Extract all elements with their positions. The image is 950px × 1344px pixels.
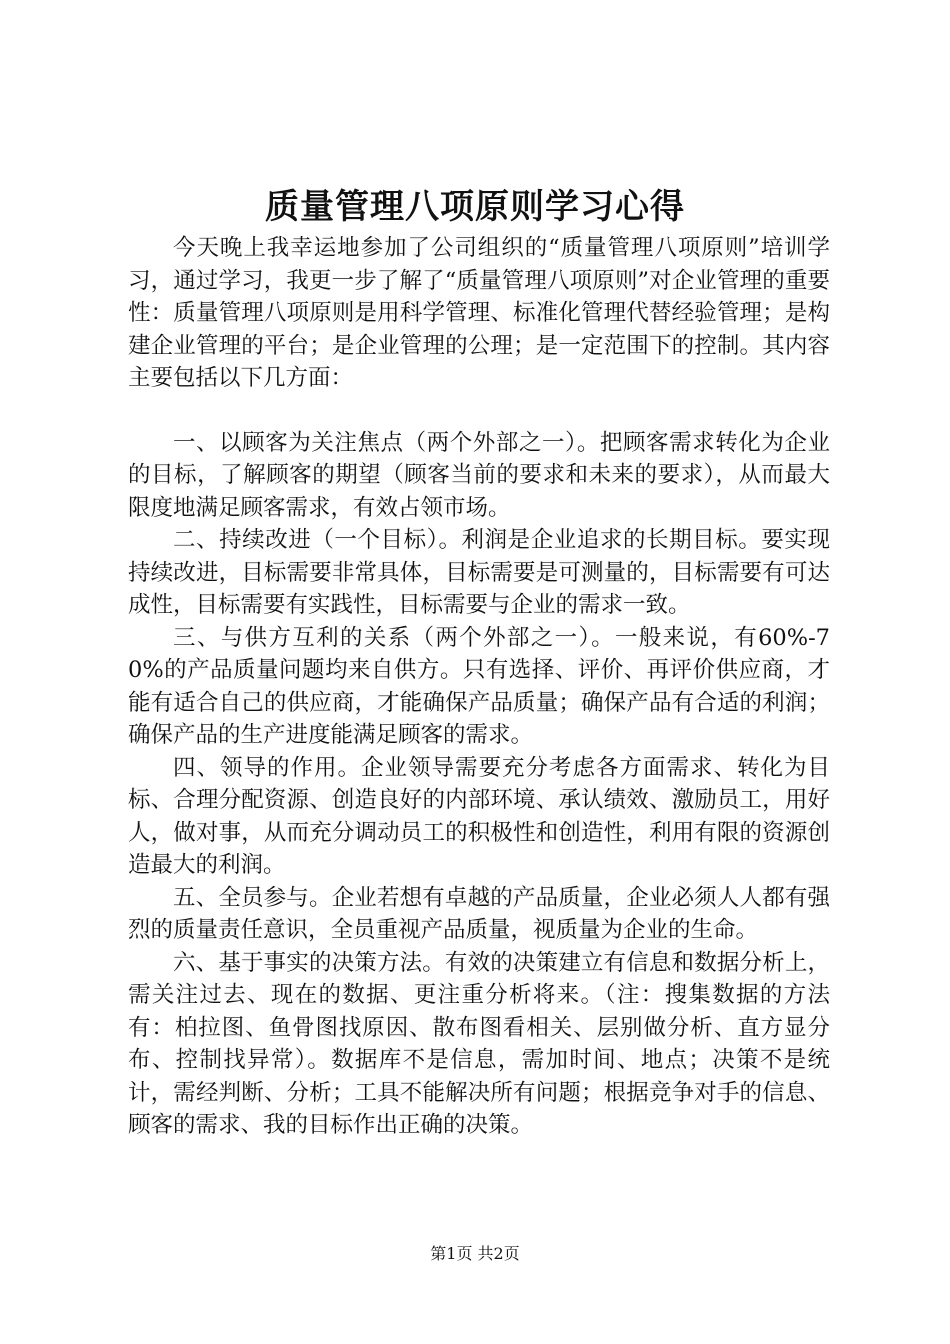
principle-4-paragraph: 四、领导的作用。企业领导需要充分考虑各方面需求、转化为目标、合理分配资源、创造良好的内部环境、承认绩效、激励员工，用好人，做对事，从而充分调动员工的积极性和创造性，利用有限的资源创造最大的利润。 [128, 754, 830, 878]
principle-2-paragraph: 二、持续改进（一个目标）。利润是企业追求的长期目标。要实现持续改进，目标需要非常具体，目标需要是可测量的，目标需要有可达成性，目标需要有实践性，目标需要与企业的需求一致。 [128, 527, 830, 618]
intro-paragraph: 今天晚上我幸运地参加了公司组织的“质量管理八项原则”培训学习，通过学习，我更一步了解了“质量管理八项原则”对企业管理的重要性：质量管理八项原则是用科学管理、标准化管理代替经验管理；是构建企业管理的平台；是企业管理的公理；是一定范围下的控制。其内容主要包括以下几方面： [128, 235, 830, 391]
principle-5-paragraph: 五、全员参与。企业若想有卓越的产品质量，企业必须人人都有强烈的质量责任意识，全员重视产品质量，视质量为企业的生命。 [128, 884, 830, 943]
principle-6-paragraph: 六、基于事实的决策方法。有效的决策建立有信息和数据分析上，需关注过去、现在的数据、更注重分析将来。（注：搜集数据的方法有：柏拉图、鱼骨图找原因、散布图看相关、层别做分析、直方显分布、控制找异常）。数据库不是信息，需加时间、地点；决策不是统计，需经判断、分析；工具不能解决所有问题；根据竞争对手的信息、顾客的需求、我的目标作出正确的决策。 [128, 949, 830, 1138]
document-title: 质量管理八项原则学习心得 [265, 187, 685, 227]
page-number-footer: 第1页 共2页 [430, 1244, 520, 1263]
principle-1-paragraph: 一、以顾客为关注焦点（两个外部之一）。把顾客需求转化为企业的目标，了解顾客的期望（顾客当前的要求和未来的要求），从而最大限度地满足顾客需求，有效占领市场。 [128, 429, 830, 521]
principle-3-paragraph: 三、与供方互利的关系（两个外部之一）。一般来说，有60%-70%的产品质量问题均来自供方。只有选择、评价、再评价供应商，才能有适合自己的供应商，才能确保产品质量；确保产品有合适的利润；确保产品的生产进度能满足顾客的需求。 [128, 624, 830, 748]
document-body [128, 232, 830, 1142]
